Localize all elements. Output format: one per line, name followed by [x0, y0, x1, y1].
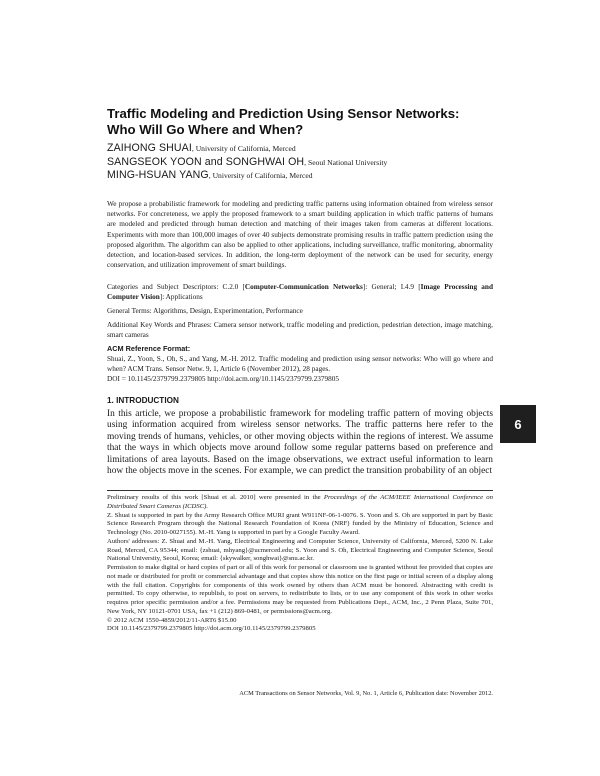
author-name: ZAIHONG SHUAI	[107, 142, 192, 154]
footnote-copyright: © 2012 ACM 1550-4859/2012/11-ART6 $15.00	[107, 616, 237, 624]
footnote-preliminary	[107, 494, 493, 512]
author-list	[107, 142, 487, 183]
author-affiliation: , Seoul National University	[304, 157, 388, 167]
reference-format-heading: ACM Reference Format:	[107, 344, 191, 353]
footnote-support: Z. Shuai is supported in part by the Army Research Office MURI grant W911NF-06-1-0076. S. Yoon and S. Oh are supported in part by Basic Science Research Program through the National Research Foundation of Korea (NRF) funded by the Ministry of Education, Science and Technology (No. 2010-0027155). M.-H. Yang is supported in part by a Google Faculty Award.	[107, 511, 493, 536]
reference-format	[107, 354, 493, 385]
footnote-preliminary-venue: Proceedings of the ACM/IEEE International Conference on Distributed Smart Cameras (ICDSC).	[107, 494, 493, 510]
author-name: MING-HSUAN YANG	[107, 169, 209, 181]
running-footer: ACM Transactions on Sensor Networks, Vol. 9, No. 1, Article 6, Publication date: November 2012.	[239, 690, 493, 697]
categories-term-2: Image Processing and Computer Vision	[107, 283, 494, 302]
footnote-divider	[107, 490, 493, 491]
paper-title	[107, 106, 487, 138]
introduction-text: In this article, we propose a probabilistic framework for modeling traffic pattern of moving objects using information acquired from wireless sensor networks. The traffic patterns here refer to the moving trends of humans, vehicles, or other moving objects within the regions of interest. We assume that the ways in which objects move around follow some regular patterns based on preference and limitations of area layouts. Based on the image observations, we extract useful information to learn how the objects move in the scenes. For example, we can predict the transition probability of an object	[107, 409, 493, 477]
categories-prefix: Categories and Subject Descriptors: C.2.0 [	[107, 283, 245, 291]
footnote-addresses: Authors' addresses: Z. Shuai and M.-H. Yang, Electrical Engineering and Computer Science, University of California, Merced, 5200 N. Lake Road, Merced, CA 95344; email: {zshuai, mhyang}@ucmerced.edu; S. Yoon and S. Oh, Electrical Engineering and Computer Science, Seoul National University, Seoul, Korea; email: {skywalker, songhwai}@snu.ac.kr.	[107, 537, 493, 563]
author-affiliation: , University of California, Merced	[208, 171, 313, 180]
author-entry	[107, 169, 487, 183]
general-terms: General Terms: Algorithms, Design, Experimentation, Performance	[107, 307, 303, 315]
footnote-permission: Permission to make digital or hard copies of part or all of this work for personal or classroom use is granted without fee provided that copies are not made or distributed for profit or commercial advantage and that copies show this notice on the first page or initial screen of a display along with the full citation. Copyrights for components of this work owned by others than ACM must be honored. Abstracting with credit is permitted. To copy otherwise, to republish, to post on servers, to redistribute to lists, or to use any component of this work in other works requires prior specific permission and/or a fee. Permissions may be requested from Publications Dept., ACM, Inc., 2 Penn Plaza, Suite 701, New York, NY 10121-0701 USA, fax +1 (212) 869-0481, or permissions@acm.org.	[107, 564, 493, 615]
reference-citation: Shuai, Z., Yoon, S., Oh, S., and Yang, M.-H. 2012. Traffic modeling and prediction using sensor networks: Who will go where and when? ACM Trans. Sensor Netw. 9, 1, Article 6 (November 2012), 28 pages.	[107, 355, 493, 374]
footnote-doi: DOI 10.1145/2379799.2379805 http://doi.acm.org/10.1145/2379799.2379805	[107, 625, 316, 633]
categories-term-1: Computer-Communication Networks	[244, 283, 363, 291]
title-line-2: Who Will Go Where and When?	[107, 122, 304, 137]
author-entry	[107, 142, 487, 156]
author-entry	[107, 156, 487, 170]
categories-middle: ]: General; I.4.9 [	[362, 283, 421, 291]
article-number-tab	[500, 405, 536, 443]
categories-suffix: ]: Applications	[159, 293, 203, 302]
footnote-preliminary-text: Preliminary results of this work [Shuai et al. 2010] were presented in the	[107, 494, 324, 501]
section-heading: 1. INTRODUCTION	[107, 396, 179, 405]
reference-doi: DOI = 10.1145/2379799.2379805 http://doi.acm.org/10.1145/2379799.2379805	[107, 375, 339, 384]
abstract: We propose a probabilistic framework for modeling and predicting traffic patterns using information obtained from wireless sensor networks. For concreteness, we apply the proposed framework to a smart building application in which traffic patterns of humans are modeled and predicted through human detection and matching of their images taken from cameras at different locations. Experiments with more than 100,000 images of over 40 subjects demonstrate promising results in traffic pattern prediction using the proposed algorithm. The algorithm can also be applied to other applications, including surveillance, traffic monitoring, abnormality detection, and location-based services. In addition, the long-term deployment of the network can be used for security, energy conservation, and utilization improvement of smart buildings.	[107, 200, 493, 270]
author-name: SANGSEOK YOON and SONGHWAI OH	[107, 155, 305, 168]
article-number: 6	[514, 416, 522, 432]
title-line-1: Traffic Modeling and Prediction Using Sensor Networks:	[107, 106, 460, 121]
keywords: Additional Key Words and Phrases: Camera sensor network, traffic modeling and prediction, pedestrian detection, image matching, smart cameras	[107, 321, 493, 340]
author-affiliation: , University of California, Merced	[191, 144, 296, 153]
categories-descriptors	[107, 282, 493, 302]
footnotes	[107, 494, 493, 634]
